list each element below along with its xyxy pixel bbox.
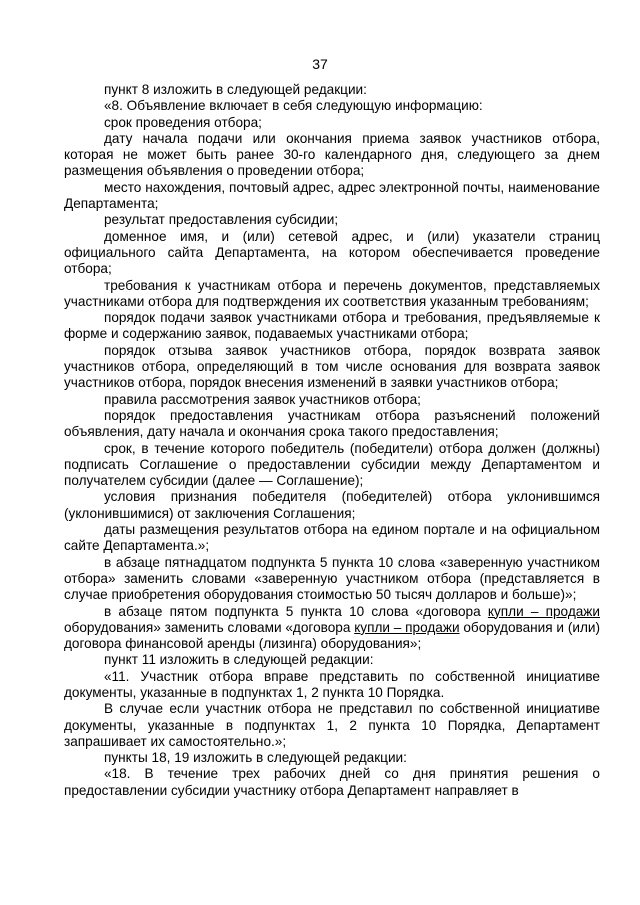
paragraph: доменное имя, и (или) сетевой адрес, и (или) указатели страниц официального сайта Департамента, на котором обеспечивается проведение отбора; xyxy=(64,228,600,277)
paragraph: срок, в течение которого победитель (победители) отбора должен (должны) подписать Соглашение о предоставлении субсидии между Департаментом и получателем субсидии (далее — Соглашение); xyxy=(64,440,600,489)
paragraph: правила рассмотрения заявок участников отбора; xyxy=(104,391,421,407)
paragraph: требования к участникам отбора и перечень документов, представляемых участниками отбора для подтверждения их соответствия указанным требованиям; xyxy=(64,277,600,309)
text-run: оборудования и (или) договора финансовой аренды (лизинга) оборудования»; xyxy=(64,619,600,652)
paragraph: порядок подачи заявок участниками отбора и требования, предъявляемые к форме и содержанию заявок, подаваемых участниками отбора; xyxy=(64,310,600,342)
paragraph: «8. Объявление включает в себя следующую информацию: xyxy=(104,98,483,114)
paragraph: пункт 11 изложить в следующей редакции: xyxy=(104,652,374,668)
paragraph: пункты 18, 19 изложить в следующей редакции: xyxy=(104,750,407,766)
text-run: оборудования» заменить словами «договора xyxy=(64,619,355,635)
paragraph: «18. В течение трех рабочих дней со дня принятия решения о предоставлении субсидии участнику отбора Департамент направляет в xyxy=(64,766,600,798)
paragraph: пункт 8 изложить в следующей редакции: xyxy=(104,82,367,97)
paragraph: срок проведения отбора; xyxy=(104,114,262,130)
paragraph: место нахождения, почтовый адрес, адрес электронной почты, наименование Департамента; xyxy=(64,179,600,212)
page-number: 37 xyxy=(312,56,328,72)
paragraph: дату начала подачи или окончания приема заявок участников отбора, которая не может быть ранее 30-го календарного дня, следующего за днем размещения объявления о проведении отбора; xyxy=(64,130,600,179)
paragraph: в абзаце пятнадцатом подпункта 5 пункта 10 слова «заверенную участником отбора» заменить словами «заверенную участником отбора (представляется в случае приобретения оборудования стоимостью 50 тысяч долларов и больше)»; xyxy=(64,554,600,603)
text-run: в абзаце пятом подпункта 5 пункта 10 слова «договора xyxy=(104,603,488,619)
paragraph-with-underline xyxy=(64,604,600,653)
paragraph: «11. Участник отбора вправе представить по собственной инициативе документы, указанные в подпунктах 1, 2 пункта 10 Порядка. xyxy=(64,668,600,700)
paragraph: условия признания победителя (победителей) отбора уклонившимся (уклонившимися) от заключения Соглашения; xyxy=(64,489,600,521)
paragraph: порядок предоставления участникам отбора разъяснений положений объявления, дату начала и окончания срока такого предоставления; xyxy=(64,407,600,440)
paragraph: порядок отзыва заявок участников отбора, порядок возврата заявок участников отбора, определяющий в том числе основания для возврата заявок участников отбора, порядок внесения изменений в заявки участников отбора; xyxy=(64,342,600,391)
underlined-text: купли – продажи xyxy=(354,619,460,635)
paragraph: даты размещения результатов отбора на едином портале и на официальном сайте Департамента.»; xyxy=(64,522,600,554)
underlined-text: купли – продажи xyxy=(487,603,600,619)
paragraph: результат предоставления субсидии; xyxy=(104,212,339,228)
paragraph: В случае если участник отбора не представил по собственной инициативе документы, указанные в подпунктах 1, 2 пункта 10 Порядка, Департамент запрашивает их самостоятельно.»; xyxy=(64,701,600,749)
document-body xyxy=(64,82,600,799)
